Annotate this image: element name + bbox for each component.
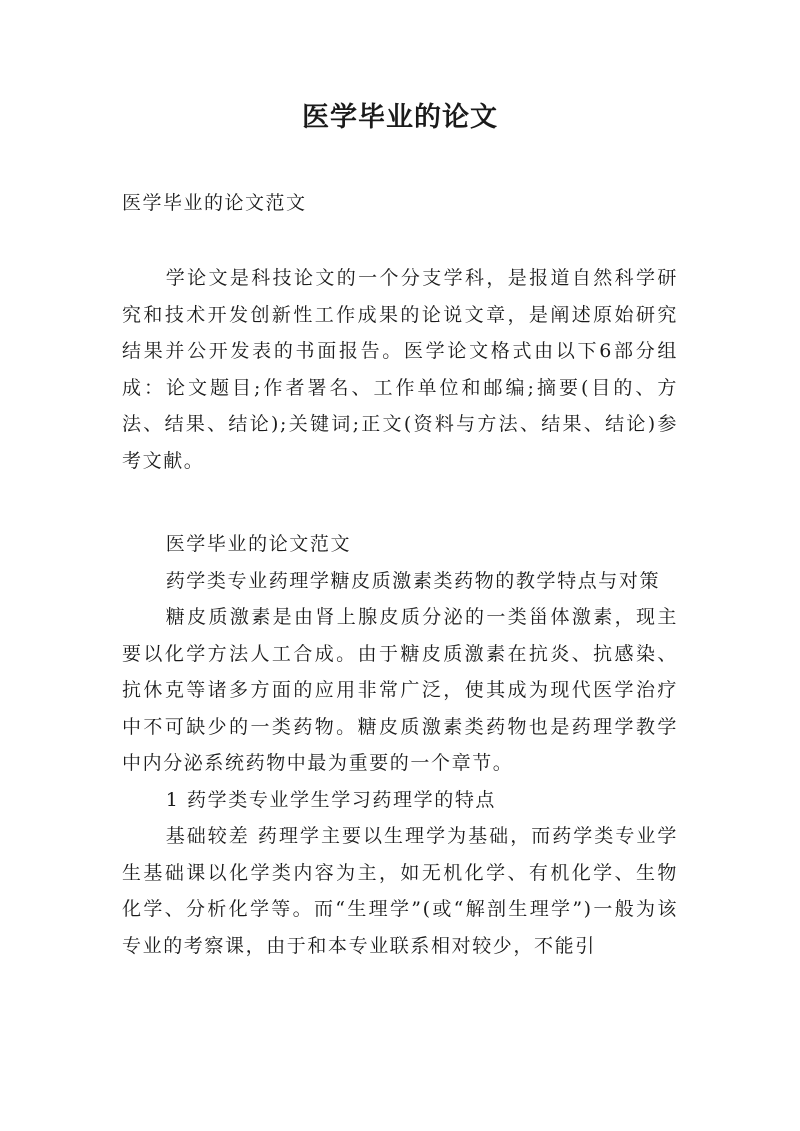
article-block [122,526,678,964]
section-1-heading: 1 药学类专业学生学习药理学的特点 [165,788,497,811]
article-paragraph-1: 糖皮质激素是由肾上腺皮质分泌的一类甾体激素，现主要以化学方法人工合成。由于糖皮质激素在抗炎、抗感染、抗休克等诸多方面的应用非常广泛，使其成为现代医学治疗中不可缺少的一类药物。糖皮质激素类药物也是药理学教学中内分泌系统药物中最为重要的一个章节。 [122,606,678,774]
document-title: 医学毕业的论文 [302,102,498,133]
intro-block [122,260,678,479]
article-title: 药学类专业药理学糖皮质激素类药物的教学特点与对策 [165,569,661,592]
document-subtitle: 医学毕业的论文范文 [122,192,307,214]
intro-paragraph: 学论文是科技论文的一个分支学科，是报道自然科学研究和技术开发创新性工作成果的论说文章，是阐述原始研究结果并公开发表的书面报告。医学论文格式由以下6部分组成：论文题目;作者署名、工作单位和邮编;摘要(目的、方法、结果、结论);关键词;正文(资料与方法、结果、结论)参考文献。 [122,267,678,472]
section-heading: 医学毕业的论文范文 [165,533,352,555]
article-paragraph-2: 基础较差 药理学主要以生理学为基础，而药学类专业学生基础课以化学类内容为主，如无机化学、有机化学、生物化学、分析化学等。而“生理学”(或“解剖生理学”)一般为该专业的考察课，由于和本专业联系相对较少，不能引 [122,825,678,957]
